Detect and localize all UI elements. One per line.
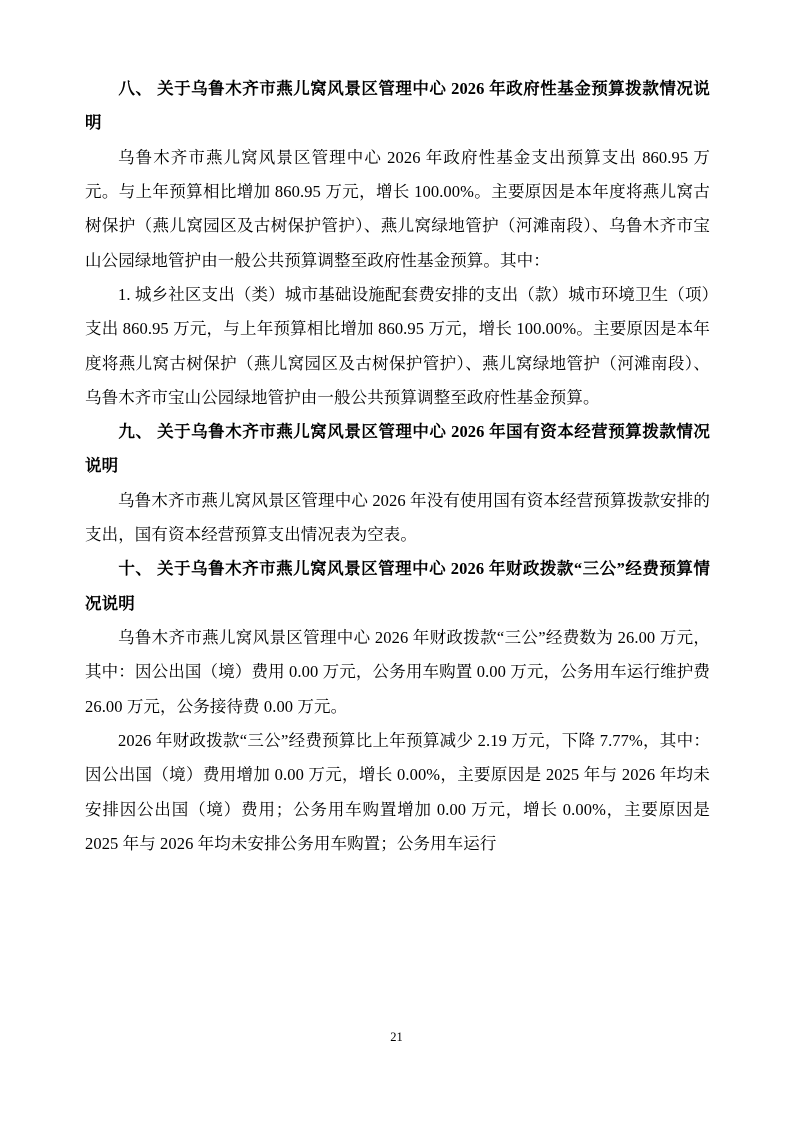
document-body <box>85 72 710 861</box>
section-heading-9-text: 九、 关于乌鲁木齐市燕儿窝风景区管理中心 2026 年国有资本经营预算拨款情况说明 <box>85 422 710 476</box>
section-heading-8-text: 八、 关于乌鲁木齐市燕儿窝风景区管理中心 2026 年政府性基金预算拨款情况说明 <box>85 79 710 133</box>
section-heading-8 <box>85 72 710 141</box>
section-heading-9 <box>85 415 710 484</box>
paragraph-10-1: 乌鲁木齐市燕儿窝风景区管理中心 2026 年财政拨款“三公”经费数为 26.00 万元，其中：因公出国（境）费用 0.00 万元，公务用车购置 0.00 万元，公务用车运行维护费 26.00 万元，公务接待费 0.00 万元。 <box>85 628 710 716</box>
section-heading-10-text: 十、 关于乌鲁木齐市燕儿窝风景区管理中心 2026 年财政拨款“三公”经费预算情况说明 <box>85 559 710 613</box>
paragraph-9-1: 乌鲁木齐市燕儿窝风景区管理中心 2026 年没有使用国有资本经营预算拨款安排的支出，国有资本经营预算支出情况表为空表。 <box>85 490 710 545</box>
paragraph-8-1: 乌鲁木齐市燕儿窝风景区管理中心 2026 年政府性基金支出预算支出 860.95 万元。与上年预算相比增加 860.95 万元，增长 100.00%。主要原因是本年度将燕儿窝古树保护（燕儿窝园区及古树保护管护）、燕儿窝绿地管护（河滩南段）、乌鲁木齐市宝山公园绿地管护由一般公共预算调整至政府性基金预算。其中： <box>85 147 710 270</box>
page-number: 21 <box>390 1030 403 1044</box>
paragraph-10-2: 2026 年财政拨款“三公”经费预算比上年预算减少 2.19 万元，下降 7.77%，其中：因公出国（境）费用增加 0.00 万元，增长 0.00%，主要原因是 2025 年与 2026 年均未安排因公出国（境）费用；公务用车购置增加 0.00 万元，增长 0.00%，主要原因是 2025 年与 2026 年均未安排公务用车购置；公务用车运行 <box>85 730 710 853</box>
section-heading-10 <box>85 552 710 621</box>
paragraph-8-2: 1. 城乡社区支出（类）城市基础设施配套费安排的支出（款）城市环境卫生（项）支出 860.95 万元，与上年预算相比增加 860.95 万元，增长 100.00%。主要原因是本年度将燕儿窝古树保护（燕儿窝园区及古树保护管护）、燕儿窝绿地管护（河滩南段）、乌鲁木齐市宝山公园绿地管护由一般公共预算调整至政府性基金预算。 <box>85 284 710 407</box>
